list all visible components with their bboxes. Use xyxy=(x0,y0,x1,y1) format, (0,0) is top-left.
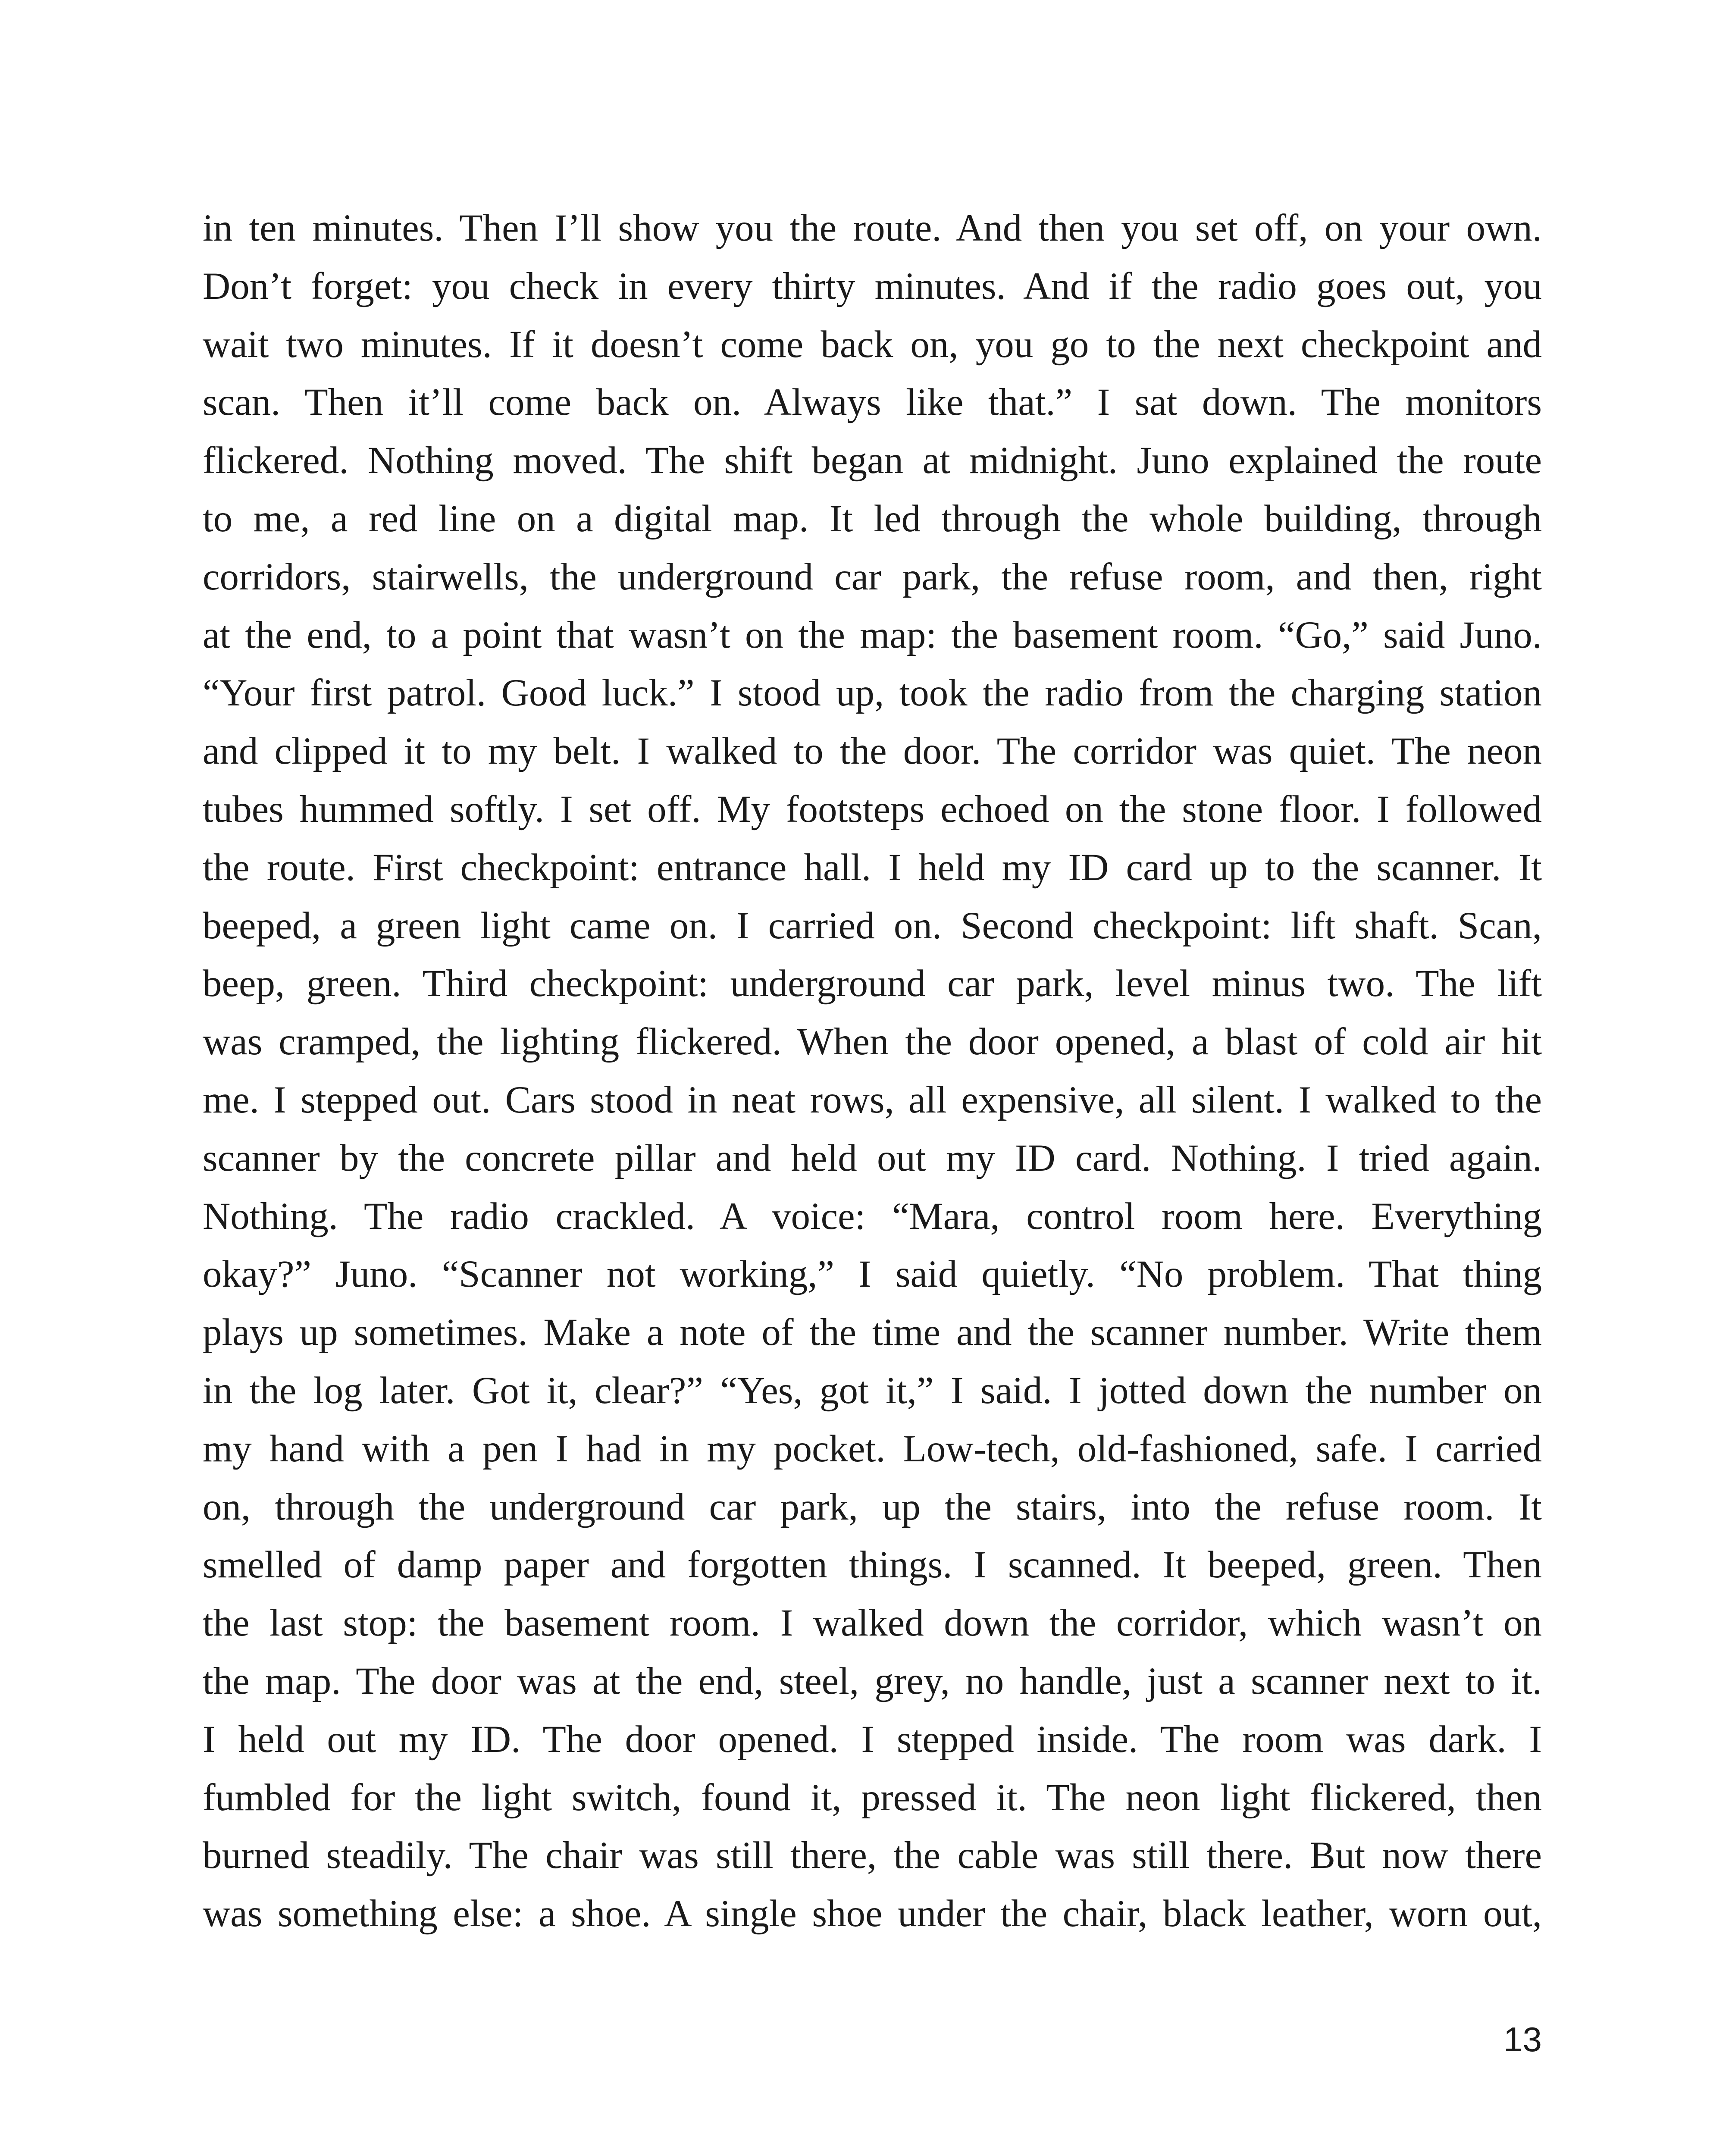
text-line: beeped, a green light came on. I carried on. Second checkpoint: lift shaft. Scan, xyxy=(203,904,1542,947)
text-line: and clipped it to my belt. I walked to the door. The corridor was quiet. The neon xyxy=(203,730,1542,773)
text-line: okay?” Juno. “Scanner not working,” I said quietly. “No problem. That thing xyxy=(203,1253,1542,1296)
text-line: wait two minutes. If it doesn’t come back on, you go to the next checkpoint and xyxy=(203,323,1542,366)
text-line: flickered. Nothing moved. The shift began at midnight. Juno explained the route xyxy=(203,439,1542,482)
text-line: scanner by the concrete pillar and held out my ID card. Nothing. I tried again. xyxy=(203,1137,1542,1179)
text-line: scan. Then it’ll come back on. Always like that.” I sat down. The monitors xyxy=(203,381,1542,424)
text-line: fumbled for the light switch, found it, pressed it. The neon light flickered, then xyxy=(203,1776,1542,1819)
page-number: 13 xyxy=(1503,2020,1542,2059)
text-line: Don’t forget: you check in every thirty minutes. And if the radio goes out, you xyxy=(203,265,1542,307)
text-line: the last stop: the basement room. I walked down the corridor, which wasn’t on xyxy=(203,1602,1542,1645)
text-line: burned steadily. The chair was still there, the cable was still there. But now there xyxy=(203,1834,1542,1877)
text-line: plays up sometimes. Make a note of the time and the scanner number. Write them xyxy=(203,1311,1542,1354)
text-line: was cramped, the lighting flickered. When the door opened, a blast of cold air hit xyxy=(203,1021,1542,1063)
text-line: was something else: a shoe. A single shoe under the chair, black leather, worn out, xyxy=(203,1893,1542,1935)
text-line: me. I stepped out. Cars stood in neat rows, all expensive, all silent. I walked to the xyxy=(203,1078,1542,1121)
text-line: the route. First checkpoint: entrance hall. I held my ID card up to the scanner. It xyxy=(203,846,1542,889)
text-line: Nothing. The radio crackled. A voice: “Mara, control room here. Everything xyxy=(203,1195,1542,1238)
text-line: I held out my ID. The door opened. I stepped inside. The room was dark. I xyxy=(203,1718,1542,1761)
text-line: tubes hummed softly. I set off. My footsteps echoed on the stone floor. I followed xyxy=(203,788,1542,830)
text-line: in the log later. Got it, clear?” “Yes, got it,” I said. I jotted down the number on xyxy=(203,1369,1542,1412)
body-text xyxy=(203,199,1542,1943)
text-line: “Your first patrol. Good luck.” I stood up, took the radio from the charging station xyxy=(203,672,1542,714)
text-line: on, through the underground car park, up the stairs, into the refuse room. It xyxy=(203,1485,1542,1528)
text-line: corridors, stairwells, the underground car park, the refuse room, and then, right xyxy=(203,555,1542,598)
text-line: at the end, to a point that wasn’t on the map: the basement room. “Go,” said Juno. xyxy=(203,614,1542,656)
text-line: smelled of damp paper and forgotten things. I scanned. It beeped, green. Then xyxy=(203,1544,1542,1586)
text-line: my hand with a pen I had in my pocket. Low-tech, old-fashioned, safe. I carried xyxy=(203,1427,1542,1470)
text-line: the map. The door was at the end, steel, grey, no handle, just a scanner next to it. xyxy=(203,1660,1542,1702)
text-line: beep, green. Third checkpoint: underground car park, level minus two. The lift xyxy=(203,962,1542,1005)
text-line: in ten minutes. Then I’ll show you the route. And then you set off, on your own. xyxy=(203,207,1542,249)
text-line: to me, a red line on a digital map. It led through the whole building, through xyxy=(203,497,1542,540)
